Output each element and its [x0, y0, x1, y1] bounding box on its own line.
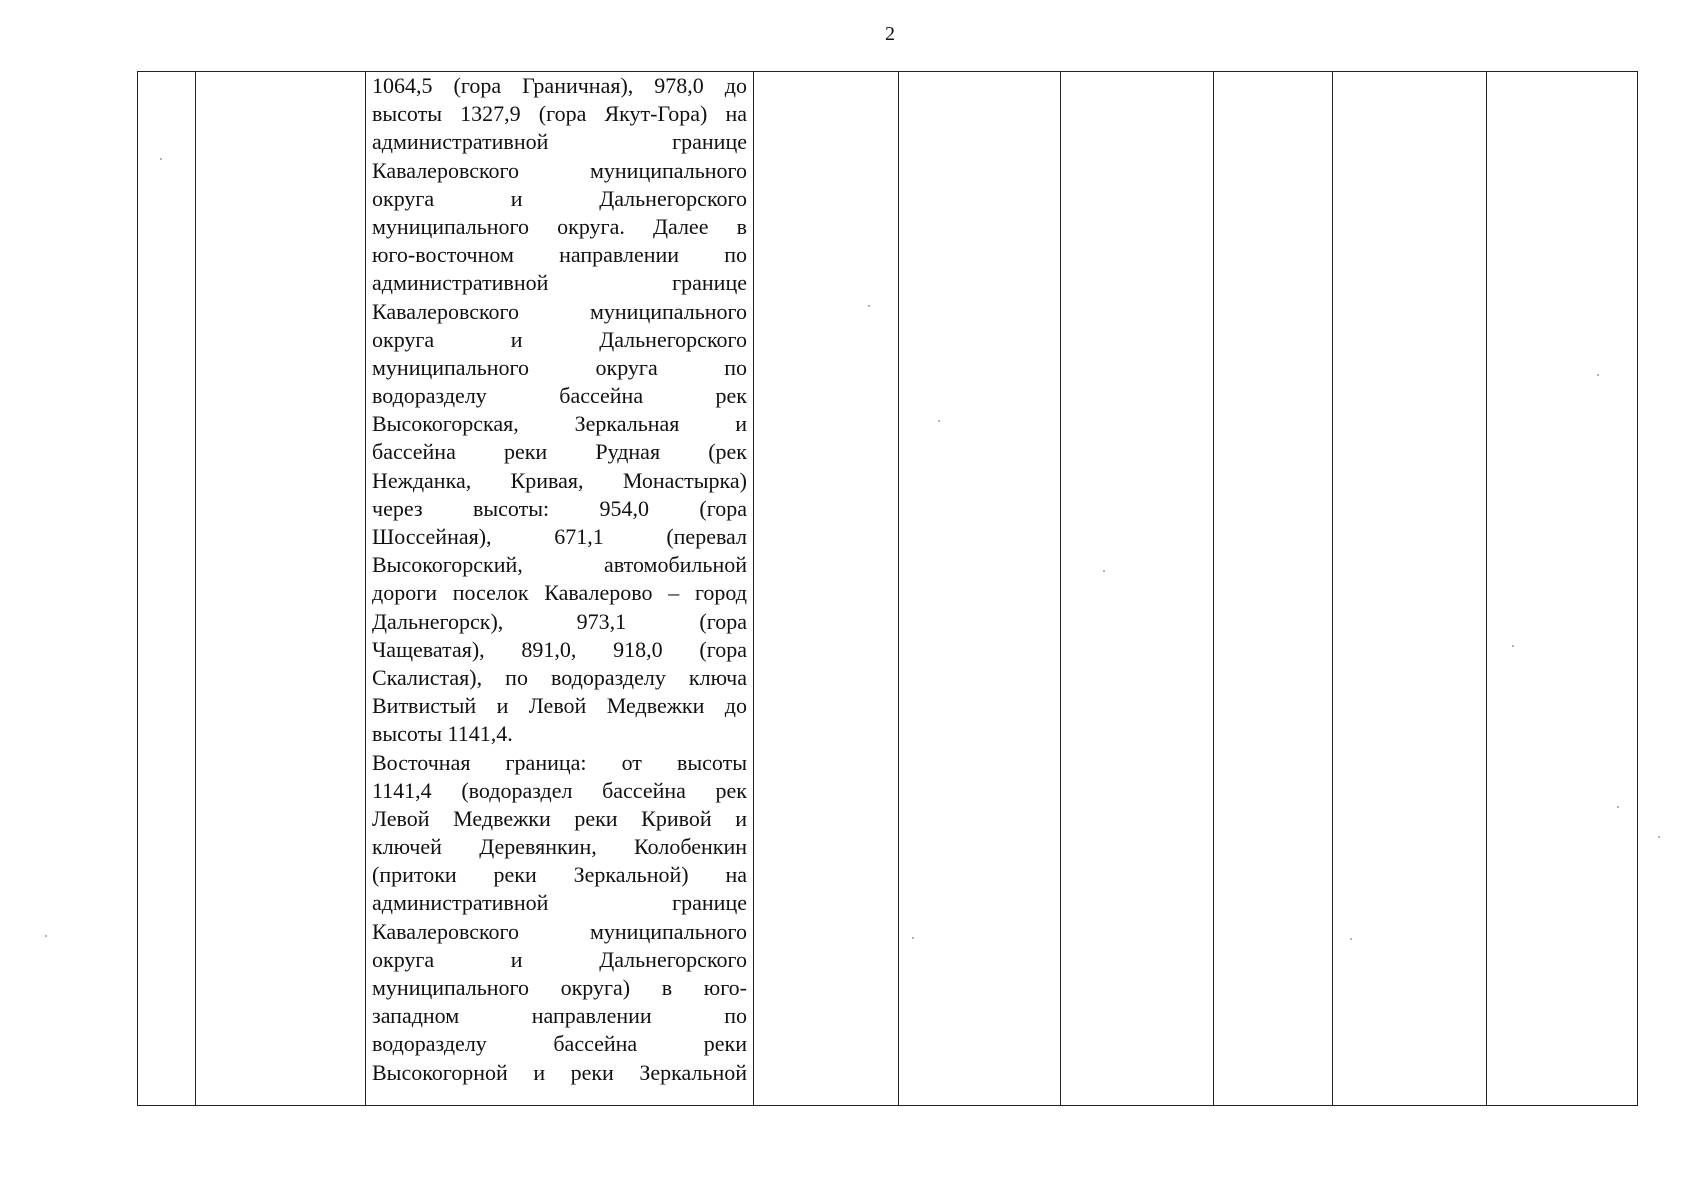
description-line: высоты 1327,9 (гора Якут-Гора) на	[372, 101, 747, 127]
page-number: 2	[885, 23, 895, 45]
description-line: высоты 1141,4.	[372, 721, 513, 747]
description-line: (притоки реки Зеркальной) на	[372, 862, 747, 888]
description-line: муниципального округа. Далее в	[372, 213, 747, 239]
description-line: муниципального округа) в юго-	[372, 975, 747, 1000]
description-line: Кавалеровского муниципального	[372, 298, 747, 324]
number-cell	[138, 72, 196, 1106]
description-line: Дальнегорск), 973,1 (гора	[372, 608, 747, 634]
empty-cell	[1214, 72, 1333, 1106]
empty-cell	[754, 72, 899, 1106]
description-line: Высокогорной и реки Зеркальной	[372, 1059, 747, 1085]
scan-speck	[1617, 806, 1619, 808]
description-line: бассейна реки Рудная (рек	[372, 439, 747, 465]
scan-speck	[938, 420, 940, 422]
description-line: Левой Медвежки реки Кривой и	[372, 805, 747, 831]
description-line: муниципального округа по	[372, 354, 747, 380]
boundary-description-text	[372, 72, 747, 1087]
description-line: дороги поселок Кавалерово – город	[372, 580, 747, 606]
description-line: Шоссейная), 671,1 (перевал	[372, 524, 747, 549]
boundary-table	[137, 71, 1638, 1106]
description-line: 1141,4 (водораздел бассейна рек	[372, 777, 747, 803]
description-line: округа и Дальнегорского	[372, 326, 747, 352]
scan-speck	[1512, 645, 1514, 647]
scan-speck	[45, 935, 47, 937]
description-line: Скалистая), по водоразделу ключа	[372, 664, 747, 690]
scan-speck	[1658, 836, 1660, 838]
description-line: через высоты: 954,0 (гора	[372, 495, 747, 521]
boundary-description-cell	[366, 72, 754, 1106]
description-line: юго-восточном направлении по	[372, 242, 747, 268]
description-line: Чащеватая), 891,0, 918,0 (гора	[372, 636, 747, 662]
empty-cell	[1061, 72, 1214, 1106]
description-line: Восточная граница: от высоты	[372, 749, 747, 775]
description-line: Высокогорская, Зеркальная и	[372, 411, 747, 437]
description-line: западном направлении по	[372, 1003, 747, 1029]
description-line: водоразделу бассейна рек	[372, 383, 747, 409]
description-line: ключей Деревянкин, Колобенкин	[372, 834, 747, 860]
name-cell	[196, 72, 366, 1106]
scan-speck	[868, 305, 870, 307]
scan-speck	[1350, 938, 1352, 940]
description-line: водоразделу бассейна реки	[372, 1031, 747, 1057]
empty-cell	[899, 72, 1061, 1106]
empty-cell	[1333, 72, 1487, 1106]
description-line: Кавалеровского муниципального	[372, 918, 747, 944]
description-line: Витвистый и Левой Медвежки до	[372, 693, 747, 719]
table-row	[138, 72, 1638, 1106]
scan-speck	[1597, 374, 1599, 376]
description-line: административной границе	[372, 890, 747, 916]
description-line: 1064,5 (гора Граничная), 978,0 до	[372, 73, 747, 98]
description-line: административной границе	[372, 129, 747, 155]
description-line: округа и Дальнегорского	[372, 185, 747, 211]
description-line: Кавалеровского муниципального	[372, 157, 747, 183]
description-line: Нежданка, Кривая, Монастырка)	[372, 467, 747, 493]
description-line: округа и Дальнегорского	[372, 946, 747, 972]
empty-cell	[1487, 72, 1638, 1106]
scan-speck	[912, 937, 914, 939]
description-line: административной границе	[372, 270, 747, 296]
scan-speck	[1103, 570, 1105, 572]
description-line: Высокогорский, автомобильной	[372, 552, 747, 578]
scan-speck	[160, 158, 162, 160]
